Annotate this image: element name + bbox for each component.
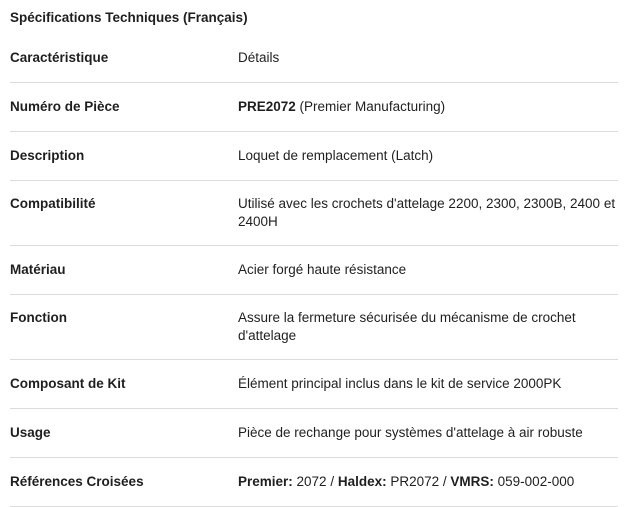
row-value-cross-references — [238, 458, 618, 507]
row-value-function: Assure la fermeture sécurisée du mécanisme de crochet d'attelage — [238, 295, 618, 360]
part-number-maker: (Premier Manufacturing) — [295, 99, 446, 114]
row-value-material: Acier forgé haute résistance — [238, 246, 618, 295]
row-key-part-number: Numéro de Pièce — [10, 83, 238, 132]
row-key-description: Description — [10, 132, 238, 181]
ref-haldex-value: PR2072 / — [386, 474, 451, 489]
ref-haldex-label: Haldex: — [337, 474, 387, 489]
row-value-kit-component: Élément principal inclus dans le kit de service 2000PK — [238, 360, 618, 409]
table-row — [10, 246, 618, 295]
part-number-bold: PRE2072 — [238, 99, 296, 114]
page-title: Spécifications Techniques (Français) — [10, 10, 248, 25]
table-row — [10, 295, 618, 360]
table-row — [10, 409, 618, 458]
table-row — [10, 360, 618, 409]
ref-vmrs-value: 059-002-000 — [493, 474, 575, 489]
table-row — [10, 132, 618, 181]
table-row — [10, 458, 618, 507]
row-key-material: Matériau — [10, 246, 238, 295]
ref-premier-label: Premier: — [238, 474, 293, 489]
row-value-part-number — [238, 83, 618, 132]
row-value-compatibility: Utilisé avec les crochets d'attelage 2200, 2300, 2300B, 2400 et 2400H — [238, 181, 618, 246]
table-row — [10, 181, 618, 246]
row-value-description: Loquet de remplacement (Latch) — [238, 132, 618, 181]
table-header-row — [10, 34, 618, 83]
row-key-function: Fonction — [10, 295, 238, 360]
row-key-usage: Usage — [10, 409, 238, 458]
row-value-usage: Pièce de rechange pour systèmes d'attelage à air robuste — [238, 409, 618, 458]
ref-vmrs-label: VMRS: — [450, 474, 494, 489]
row-key-kit-component: Composant de Kit — [10, 360, 238, 409]
spec-table — [10, 34, 618, 507]
table-row — [10, 83, 618, 132]
ref-premier-value: 2072 / — [292, 474, 338, 489]
header-details: Détails — [238, 34, 618, 83]
row-key-compatibility: Compatibilité — [10, 181, 238, 246]
row-key-cross-references: Références Croisées — [10, 458, 238, 507]
header-characteristic: Caractéristique — [10, 34, 238, 83]
